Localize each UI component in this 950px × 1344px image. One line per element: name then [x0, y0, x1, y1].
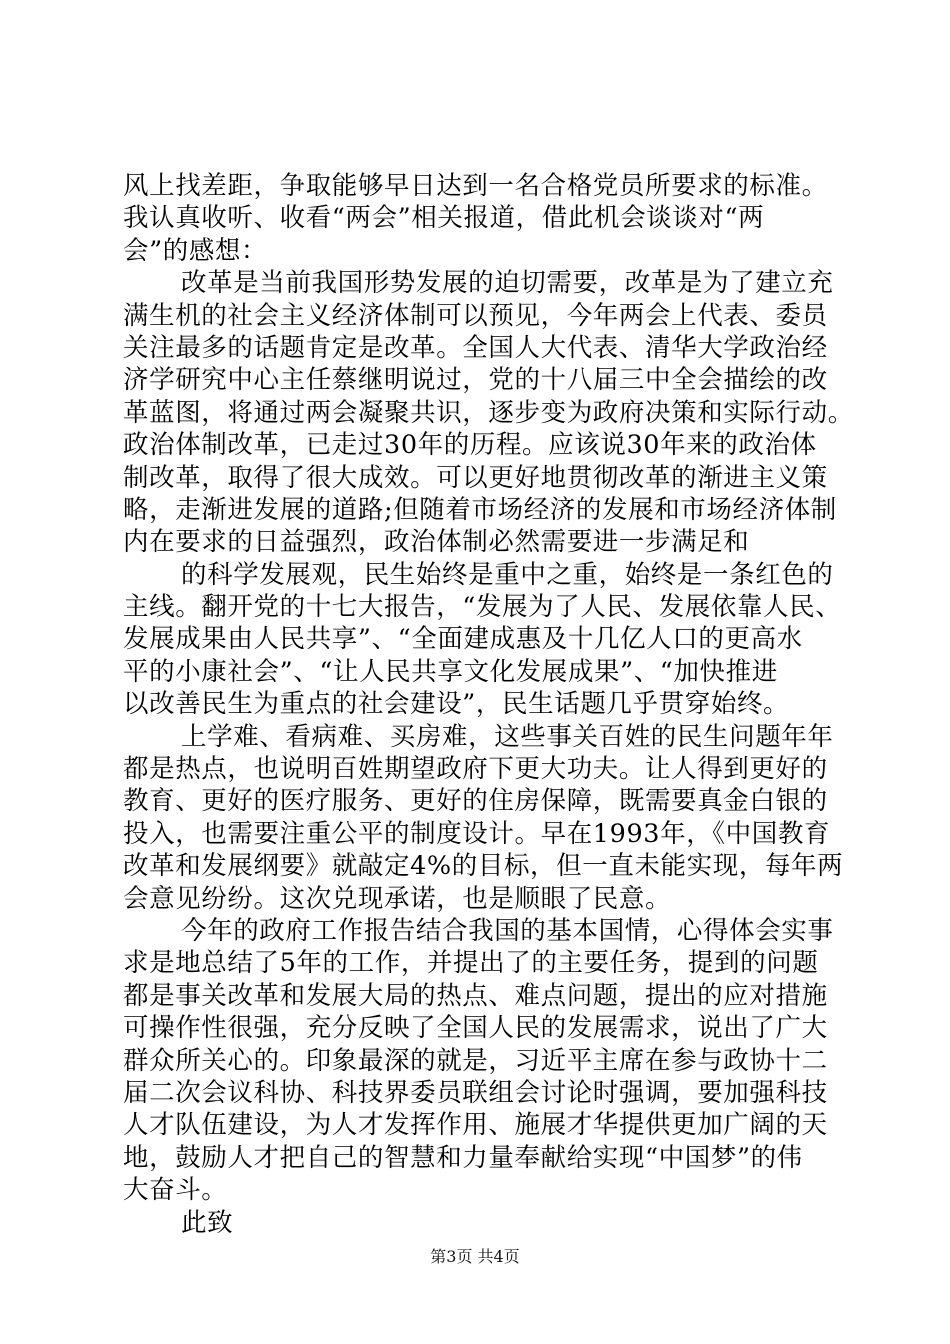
paragraph-start-line: 今年的政府工作报告结合我国的基本国情，心得体会实事 — [181, 915, 834, 946]
text-line: 内在要求的日益强烈，政治体制必然需要进一步满足和 — [123, 527, 750, 558]
page-number-footer: 第3页 共4页 — [430, 1247, 520, 1266]
text-line: 都是事关改革和发展大局的热点、难点问题，提出的应对措施 — [123, 980, 828, 1011]
text-line: 改革和发展纲要》就敲定4%的目标，但一直未能实现，每年两 — [123, 851, 844, 882]
paragraph-start-line: 的科学发展观，民生始终是重中之重，始终是一条红色的 — [181, 559, 834, 590]
text-line: 满生机的社会主义经济体制可以预见，今年两会上代表、委员 — [123, 300, 828, 331]
text-line: 主线。翻开党的十七大报告，“发展为了人民、发展依靠人民、 — [123, 592, 842, 623]
text-line: 发展成果由人民共享”、“全面建成惠及十几亿人口的更高水 — [123, 624, 803, 655]
text-line: 我认真收听、收看“两会”相关报道，借此机会谈谈对“两 — [123, 203, 765, 234]
text-line: 人才队伍建设，为人才发挥作用、施展才华提供更加广阔的天 — [123, 1110, 828, 1141]
text-line: 济学研究中心主任蔡继明说过，党的十八届三中全会描绘的改 — [123, 365, 828, 396]
closing-salutation: 此致 — [181, 1207, 234, 1238]
text-line: 都是热点，也说明百姓期望政府下更大功夫。让人得到更好的 — [123, 754, 828, 785]
text-line: 关注最多的话题肯定是改革。全国人大代表、清华大学政治经 — [123, 332, 828, 363]
paragraph-start-line: 上学难、看病难、买房难，这些事关百姓的民生问题年年 — [181, 721, 834, 752]
text-line: 教育、更好的医疗服务、更好的住房保障，既需要真金白银的 — [123, 786, 828, 817]
text-line: 政治体制改革，已走过30年的历程。应该说30年来的政治体 — [123, 430, 817, 461]
text-line: 略，走渐进发展的道路;但随着市场经济的发展和市场经济体制 — [123, 494, 837, 525]
text-line: 革蓝图，将通过两会凝聚共识，逐步变为政府决策和实际行动。 — [123, 397, 854, 428]
text-line: 求是地总结了5年的工作，并提出了的主要任务，提到的问题 — [123, 948, 819, 979]
paragraph-start-line: 改革是当前我国形势发展的迫切需要，改革是为了建立充 — [181, 268, 834, 299]
text-line: 平的小康社会”、“让人民共享文化发展成果”、“加快推进 — [123, 656, 778, 687]
text-line: 投入，也需要注重公平的制度设计。早在1993年，《中国教育 — [123, 818, 831, 849]
text-line: 届二次会议科协、科技界委员联组会讨论时强调，要加强科技 — [123, 1077, 828, 1108]
text-line: 制改革，取得了很大成效。可以更好地贯彻改革的渐进主义策 — [123, 462, 828, 493]
text-line: 地，鼓励人才把自己的智慧和力量奉献给实现“中国梦”的伟 — [123, 1142, 803, 1173]
text-line: 群众所关心的。印象最深的就是，习近平主席在参与政协十二 — [123, 1045, 828, 1076]
text-line: 可操作性很强，充分反映了全国人民的发展需求，说出了广大 — [123, 1013, 828, 1044]
document-body — [123, 170, 854, 1239]
text-line: 会”的感想： — [123, 235, 268, 266]
text-line: 风上找差距，争取能够早日达到一名合格党员所要求的标准。 — [123, 171, 828, 201]
text-line: 以改善民生为重点的社会建设”，民生话题几乎贯穿始终。 — [123, 689, 790, 720]
text-line: 大奋斗。 — [123, 1175, 228, 1206]
text-line: 会意见纷纷。这次兑现承诺，也是顺眼了民意。 — [123, 883, 672, 914]
